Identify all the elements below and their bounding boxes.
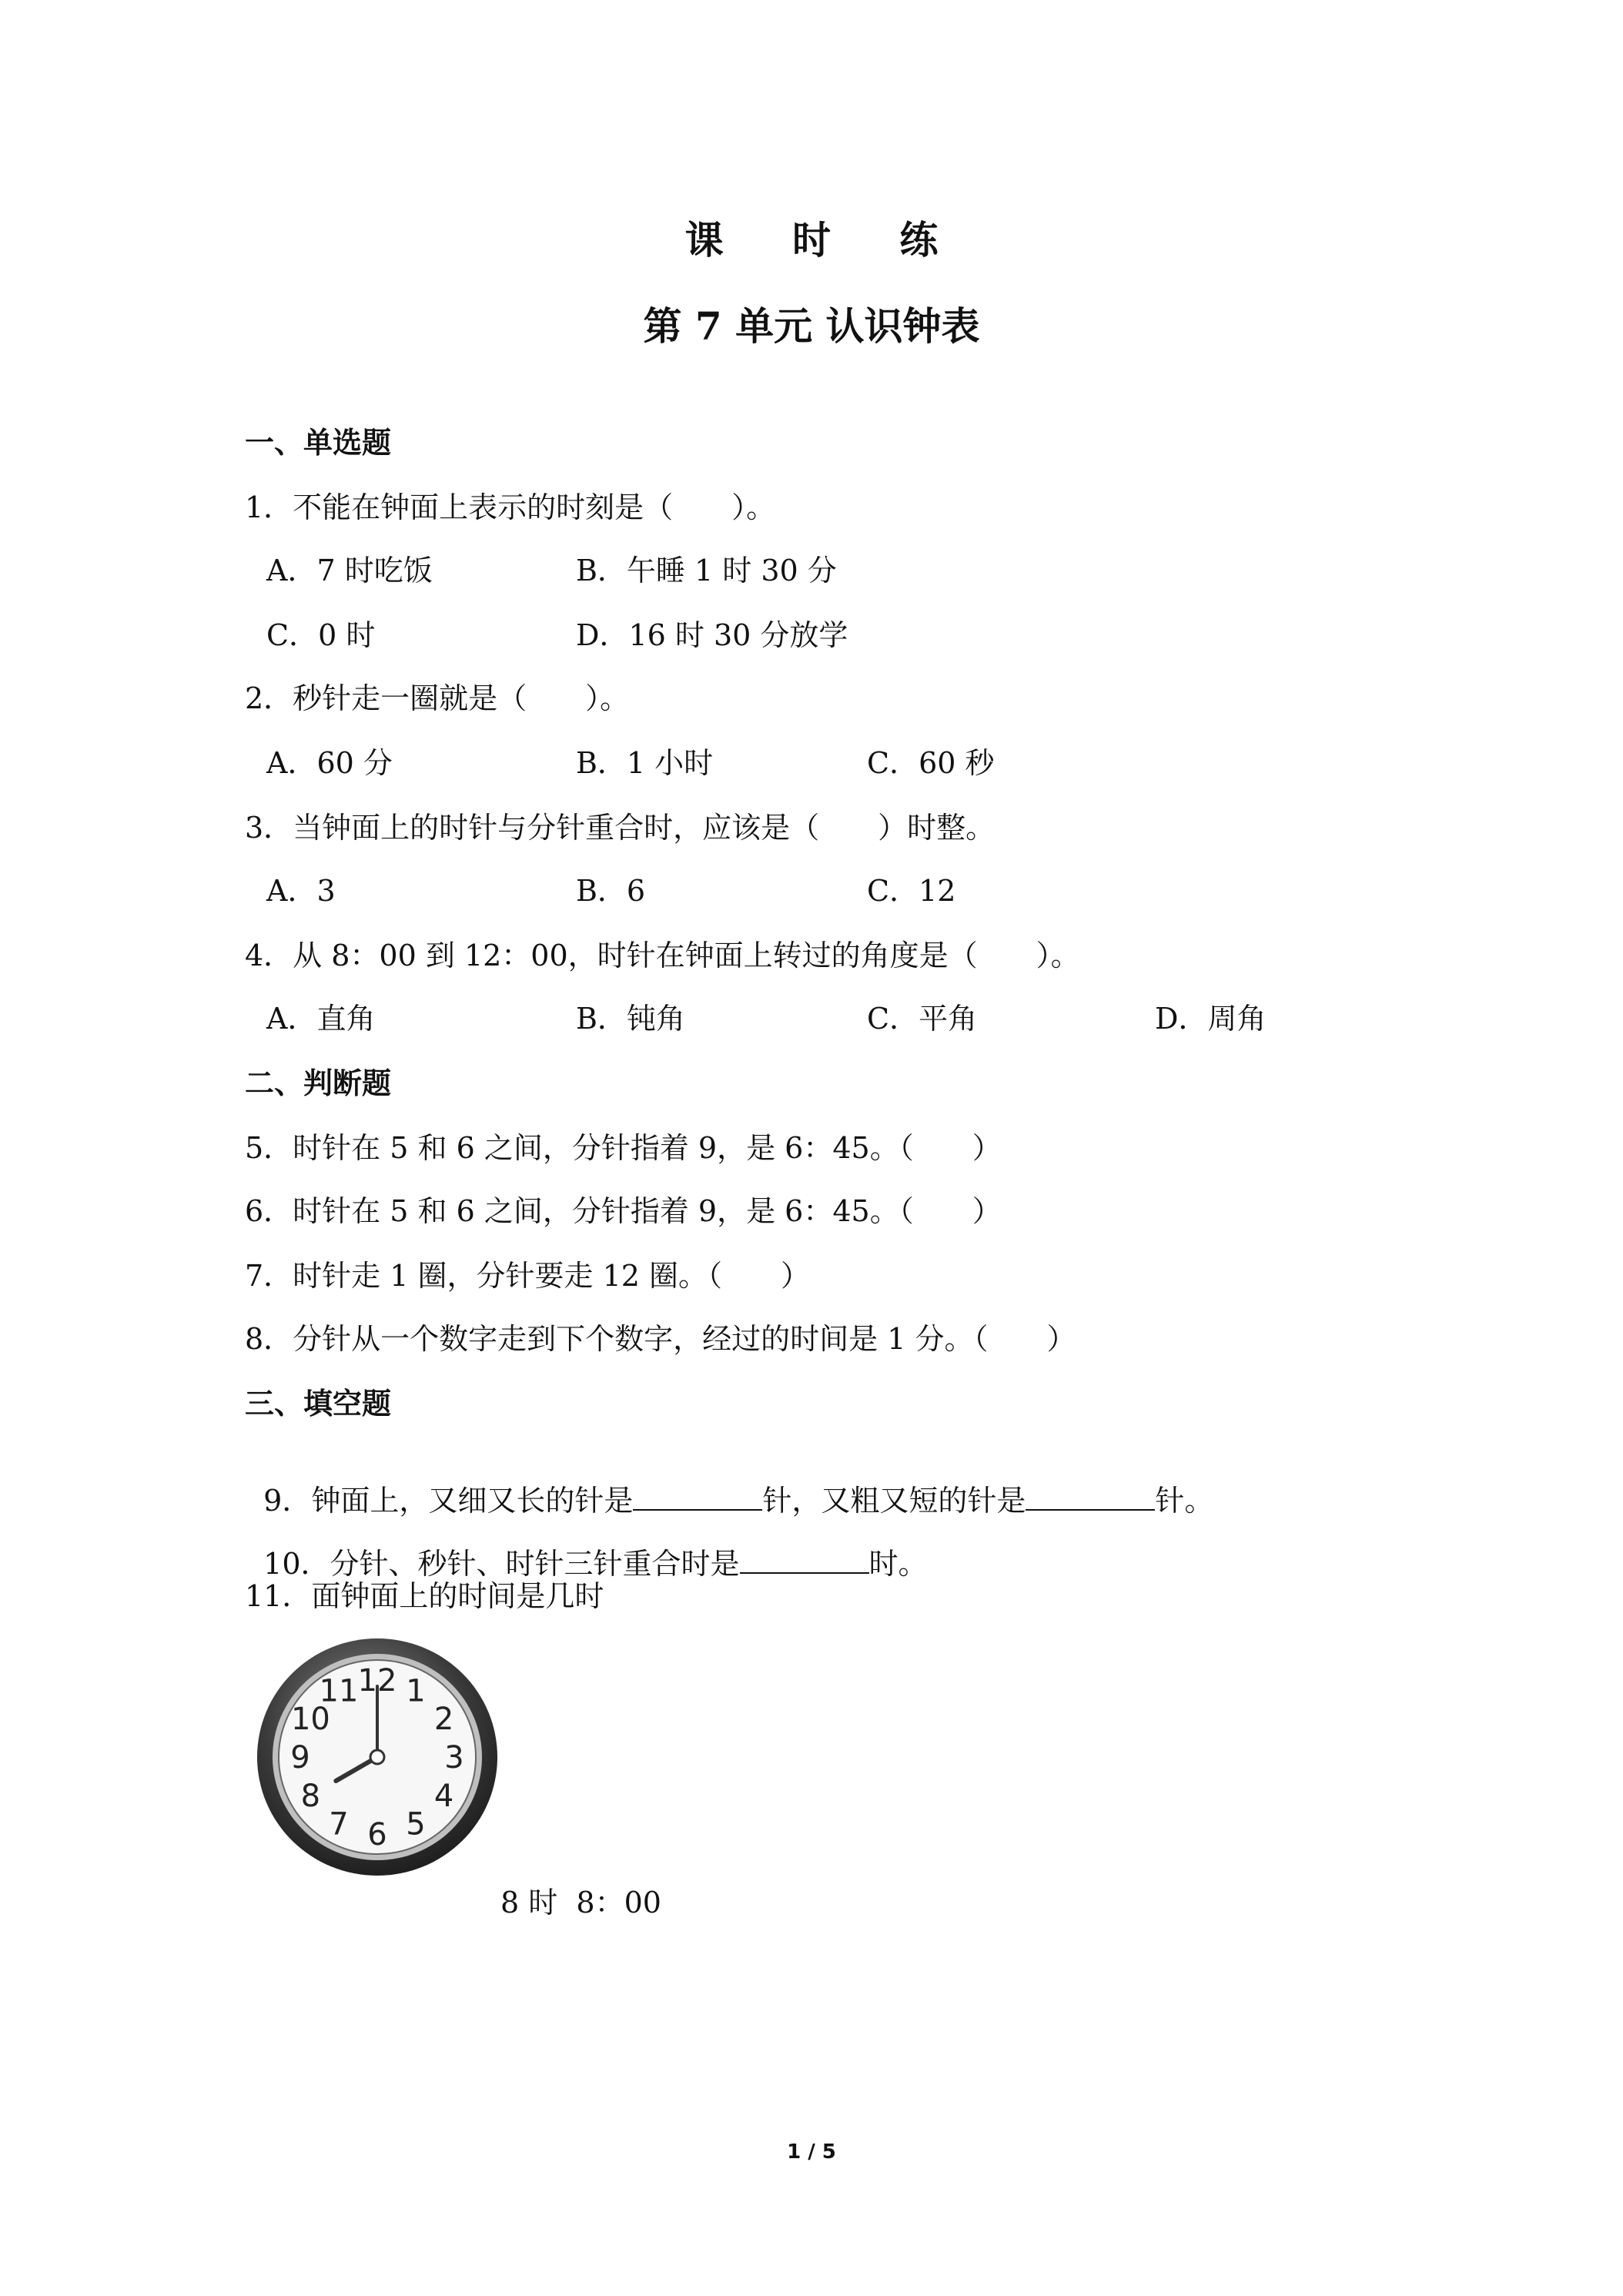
question-8: 8．分针从一个数字走到下个数字，经过的时间是 1 分。（ ） [245,1322,1076,1356]
question-9 [245,1454,1214,1518]
clock-number-5: 5 [406,1806,426,1842]
question-4-option-a: A．直角 [266,1002,376,1036]
question-1-option-c: C．0 时 [266,618,376,652]
question-5: 5．时针在 5 和 6 之间，分针指着 9，是 6：45。（ ） [245,1131,1002,1165]
page-subtitle: 第 7 单元 认识钟表 [643,303,980,349]
clock-number-10: 10 [290,1702,330,1737]
question-6: 6．时针在 5 和 6 之间，分针指着 9，是 6：45。（ ） [245,1194,1002,1228]
question-4-option-b: B．钝角 [576,1002,685,1036]
question-2-stem: 2．秒针走一圈就是（ ）。 [245,681,630,715]
section-heading-fill-blank: 三、填空题 [245,1386,392,1421]
clock-number-6: 6 [367,1817,387,1853]
question-4-option-c: C．平角 [867,1002,978,1036]
question-1-option-d: D．16 时 30 分放学 [576,618,848,652]
clock-number-3: 3 [444,1740,464,1776]
question-10-blank[interactable] [740,1546,869,1574]
question-10-part-b: 时。 [868,1547,928,1581]
page-title: 课 时 练 [684,217,966,263]
question-1-option-a: A．7 时吃饭 [266,554,433,587]
question-3-option-c: C．12 [867,874,956,908]
question-2-option-a: A．60 分 [266,746,393,780]
clock-number-11: 11 [319,1673,359,1709]
clock-number-1: 1 [406,1673,426,1709]
question-3-option-a: A．3 [266,874,336,908]
clock-image [254,1632,500,1879]
question-4-stem: 4．从 8：00 到 12：00，时针在钟面上转过的角度是（ ）。 [245,939,1080,972]
clock-number-2: 2 [433,1702,454,1737]
question-2-option-c: C．60 秒 [867,746,995,780]
question-10-part-a: 10．分针、秒针、时针三针重合时是 [263,1547,740,1581]
question-7: 7．时针走 1 圈，分针要走 12 圈。（ ） [245,1259,811,1293]
question-4-option-d: D．周角 [1155,1002,1267,1036]
clock-center-pin [370,1750,384,1764]
question-3-option-b: B．6 [576,874,646,908]
section-heading-single-choice: 一、单选题 [245,425,392,460]
clock-number-12: 12 [357,1663,397,1699]
question-3-stem: 3．当钟面上的时针与分针重合时，应该是（ ）时整。 [245,811,996,845]
question-1-option-b: B．午睡 1 时 30 分 [576,554,837,587]
section-heading-true-false: 二、判断题 [245,1066,392,1100]
question-11: 11．面钟面上的时间是几时 [245,1579,604,1613]
clock-number-9: 9 [290,1740,310,1776]
question-9-part-b: 针，又粗又短的针是 [762,1484,1026,1518]
question-9-part-a: 9．钟面上，又细又长的针是 [263,1484,634,1518]
clock-number-4: 4 [433,1779,454,1814]
clock-number-8: 8 [300,1779,321,1814]
question-11-answer: 8 时 8：00 [500,1886,661,1919]
question-1-stem: 1．不能在钟面上表示的时刻是（ ）。 [245,490,776,524]
question-9-blank-1[interactable] [633,1483,762,1511]
question-10 [245,1517,928,1581]
question-2-option-b: B．1 小时 [576,746,714,780]
question-9-blank-2[interactable] [1026,1483,1155,1511]
page-number: 1 / 5 [787,2140,836,2164]
clock-number-7: 7 [329,1806,349,1842]
question-9-part-c: 针。 [1155,1484,1214,1518]
